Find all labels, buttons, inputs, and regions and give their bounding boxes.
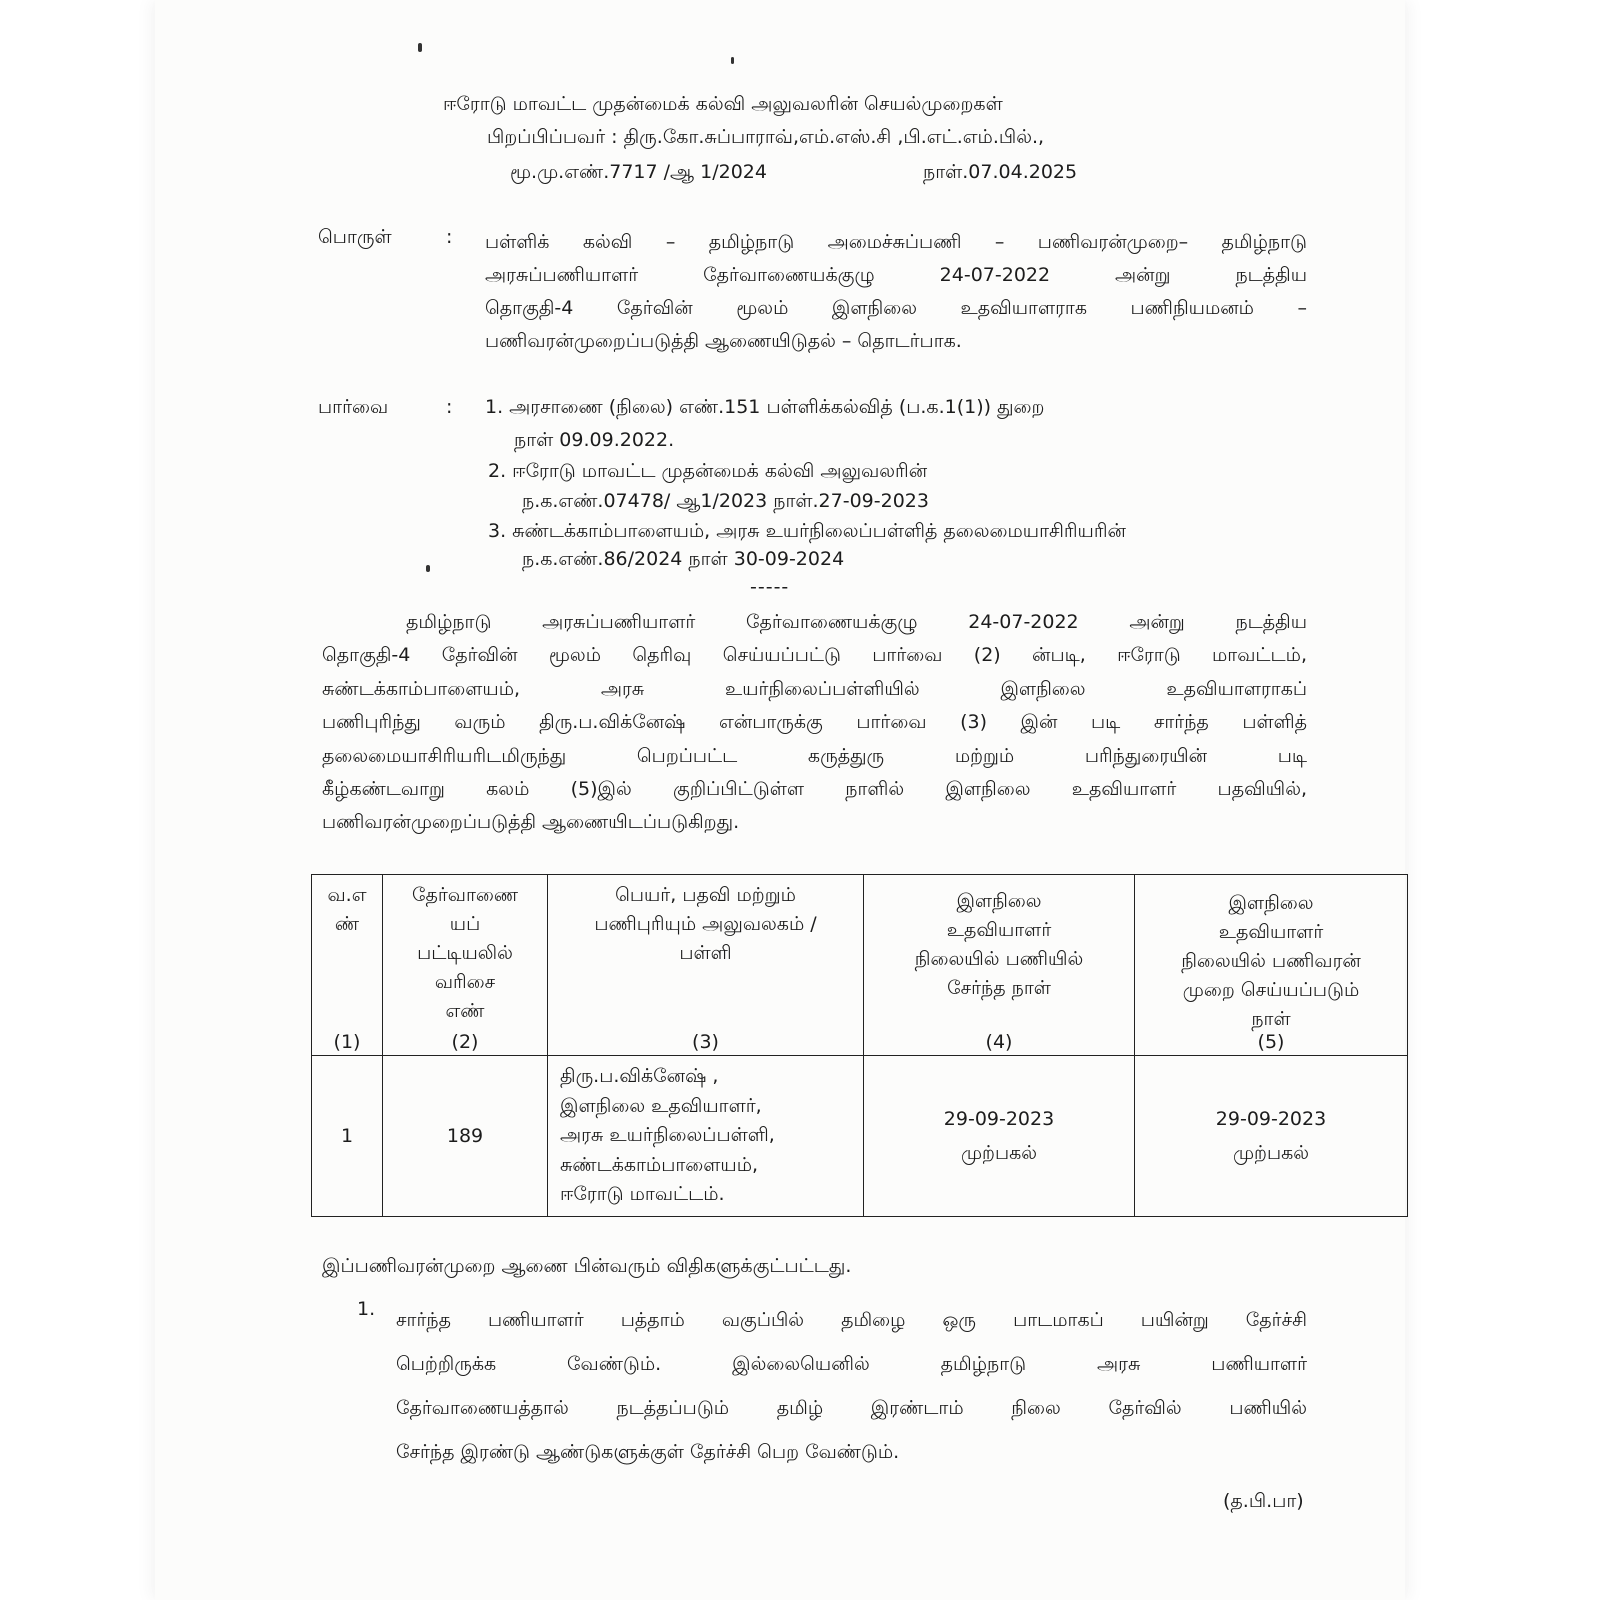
reference-item-2-number: ந.க.எண்.07478/ ஆ1/2023 நாள்.27-09-2023 — [522, 490, 929, 512]
header-text: ண் — [334, 913, 360, 935]
condition-text — [396, 1298, 1307, 1474]
condition-number: 1. — [357, 1298, 376, 1320]
section-divider: ----- — [750, 576, 790, 598]
employee-name: திரு.ப.விக்னேஷ் , — [560, 1065, 719, 1088]
scan-speck — [731, 57, 734, 64]
employee-designation: இளநிலை உதவியாளர், — [560, 1094, 762, 1117]
paragraph-line: கீழ்கண்டவாறு கலம் (5)இல் குறிப்பிட்டுள்ள நாளில் இளநிலை உதவியாளர் பதவியில், — [322, 778, 1307, 801]
office-title: ஈரோடு மாவட்ட முதன்மைக் கல்வி அலுவலரின் செயல்முறைகள் — [443, 93, 1003, 115]
column-number: (2) — [451, 1031, 479, 1053]
subject-text — [485, 226, 1307, 358]
header-text: தேர்வாணை — [411, 884, 519, 906]
subject-line: பணிவரன்முறைப்படுத்தி ஆணையிடுதல் – தொடர்பாக. — [485, 330, 962, 352]
regularisation-date: 29-09-2023 — [1215, 1108, 1327, 1130]
employee-district: ஈரோடு மாவட்டம். — [560, 1183, 725, 1206]
employee-place: சுண்டக்காம்பாளையம், — [560, 1153, 759, 1176]
header-text: இளநிலை — [1228, 892, 1314, 914]
paragraph-line: தலைமையாசிரியரிடமிருந்து பெறப்பட்ட கருத்துரு மற்றும் பரிந்துரையின் படி — [322, 744, 1307, 767]
paragraph-line: பணிவரன்முறைப்படுத்தி ஆணையிடப்படுகிறது. — [322, 811, 740, 834]
conditions-title: இப்பணிவரன்முறை ஆணை பின்வரும் விதிகளுக்குட்பட்டது. — [322, 1255, 852, 1277]
joining-date-cell — [864, 1056, 1135, 1217]
subject-line: பள்ளிக் கல்வி – தமிழ்நாடு அமைச்சுப்பணி – பணிவரன்முறை– தமிழ்நாடு — [485, 231, 1307, 253]
header-text: நாள் — [1251, 1008, 1291, 1030]
regularisation-date-cell — [1135, 1056, 1408, 1217]
scan-speck — [426, 565, 430, 572]
header-text: முறை செய்யப்படும் — [1182, 979, 1360, 1001]
header-text: இளநிலை — [956, 890, 1042, 912]
paragraph-line: தமிழ்நாடு அரசுப்பணியாளர் தேர்வாணையக்குழு 24-07-2022 அன்று நடத்திய — [406, 611, 1307, 633]
header-text: யப் — [449, 913, 481, 935]
condition-line: சார்ந்த பணியாளர் பத்தாம் வகுப்பில் தமிழை ஒரு பாடமாகப் பயின்று தேர்ச்சி — [396, 1309, 1307, 1331]
header-name-designation — [548, 875, 864, 1056]
scan-speck — [418, 43, 422, 52]
header-text: பள்ளி — [679, 942, 732, 964]
reference-colon: : — [446, 396, 453, 418]
please-turn-over: (த.பி.பா) — [1223, 1490, 1304, 1512]
reference-label: பார்வை — [318, 396, 389, 418]
header-text: நிலையில் பணிவரன் — [1181, 950, 1361, 972]
rank-no-cell: 189 — [383, 1056, 548, 1217]
header-regularisation-date — [1135, 875, 1408, 1056]
paragraph-line: பணிபுரிந்து வரும் திரு.ப.விக்னேஷ் என்பாருக்கு பார்வை (3) இன் படி சார்ந்த பள்ளித் — [322, 711, 1307, 734]
header-text: உதவியாளர் — [1218, 921, 1324, 943]
reference-item-2: 2. ஈரோடு மாவட்ட முதன்மைக் கல்வி அலுவலரின் — [488, 460, 928, 482]
column-number: (5) — [1257, 1031, 1285, 1053]
joining-session: முற்பகல் — [960, 1142, 1038, 1164]
condition-line: சேர்ந்த இரண்டு ஆண்டுகளுக்குள் தேர்ச்சி பெற வேண்டும். — [396, 1441, 900, 1463]
header-text: பெயர், பதவி மற்றும் — [615, 884, 796, 906]
header-serial-no — [312, 875, 383, 1056]
header-text: பட்டியலில் — [417, 942, 513, 964]
paragraph-line: சுண்டக்காம்பாளையம், அரசு உயர்நிலைப்பள்ளியில் இளநிலை உதவியாளராகப் — [322, 677, 1307, 700]
header-text: சேர்ந்த நாள் — [947, 977, 1051, 999]
joining-date: 29-09-2023 — [943, 1108, 1055, 1130]
regularisation-session: முற்பகல் — [1232, 1142, 1310, 1164]
condition-line: தேர்வாணையத்தால் நடத்தப்படும் தமிழ் இரண்டாம் நிலை தேர்வில் பணியில் — [396, 1397, 1307, 1419]
header-joining-date — [864, 875, 1135, 1056]
subject-line: அரசுப்பணியாளர் தேர்வாணையக்குழு 24-07-2022 அன்று நடத்திய — [485, 264, 1307, 286]
subject-label: பொருள் — [318, 226, 392, 248]
table-row — [312, 1056, 1408, 1217]
reference-item-1: 1. அரசாணை (நிலை) எண்.151 பள்ளிக்கல்வித் (ப.க.1(1)) துறை — [485, 396, 1045, 418]
reference-item-3-number: ந.க.எண்.86/2024 நாள் 30-09-2024 — [522, 548, 845, 570]
header-text: வ.எ — [327, 884, 367, 906]
order-paragraph — [322, 606, 1307, 840]
header-rank-no — [383, 875, 548, 1056]
column-number: (4) — [985, 1031, 1013, 1053]
employee-school: அரசு உயர்நிலைப்பள்ளி, — [560, 1124, 775, 1147]
table-header-row — [312, 875, 1408, 1056]
column-number: (1) — [333, 1031, 361, 1053]
reference-number: மூ.மு.எண்.7717 /ஆ 1/2024 — [510, 161, 767, 183]
subject-line: தொகுதி-4 தேர்வின் மூலம் இளநிலை உதவியாளராக பணிநியமனம் – — [485, 297, 1307, 319]
condition-line: பெற்றிருக்க வேண்டும். இல்லையெனில் தமிழ்நாடு அரசு பணியாளர் — [396, 1353, 1307, 1375]
reference-item-1-date: நாள் 09.09.2022. — [514, 429, 675, 451]
header-text: பணிபுரியும் அலுவலகம் / — [594, 913, 817, 935]
name-designation-cell — [548, 1056, 864, 1217]
issuer-line: பிறப்பிப்பவர் : திரு.கோ.சுப்பாராவ்,எம்.எஸ்.சி ,பி.எட்.எம்.பில்., — [487, 126, 1045, 148]
regularisation-table — [311, 874, 1408, 1217]
reference-item-3: 3. சுண்டக்காம்பாளையம், அரசு உயர்நிலைப்பள்ளித் தலைமையாசிரியரின் — [488, 520, 1126, 542]
header-text: எண் — [445, 1000, 485, 1022]
paragraph-line: தொகுதி-4 தேர்வின் மூலம் தெரிவு செய்யப்பட்டு பார்வை (2) ன்படி, ஈரோடு மாவட்டம், — [322, 644, 1307, 667]
subject-colon: : — [446, 226, 453, 248]
serial-no-cell: 1 — [312, 1056, 383, 1217]
header-text: நிலையில் பணியில் — [914, 948, 1084, 970]
header-text: வரிசை — [434, 971, 496, 993]
order-date: நாள்.07.04.2025 — [923, 161, 1078, 183]
column-number: (3) — [692, 1031, 719, 1053]
header-text: உதவியாளர் — [946, 919, 1052, 941]
